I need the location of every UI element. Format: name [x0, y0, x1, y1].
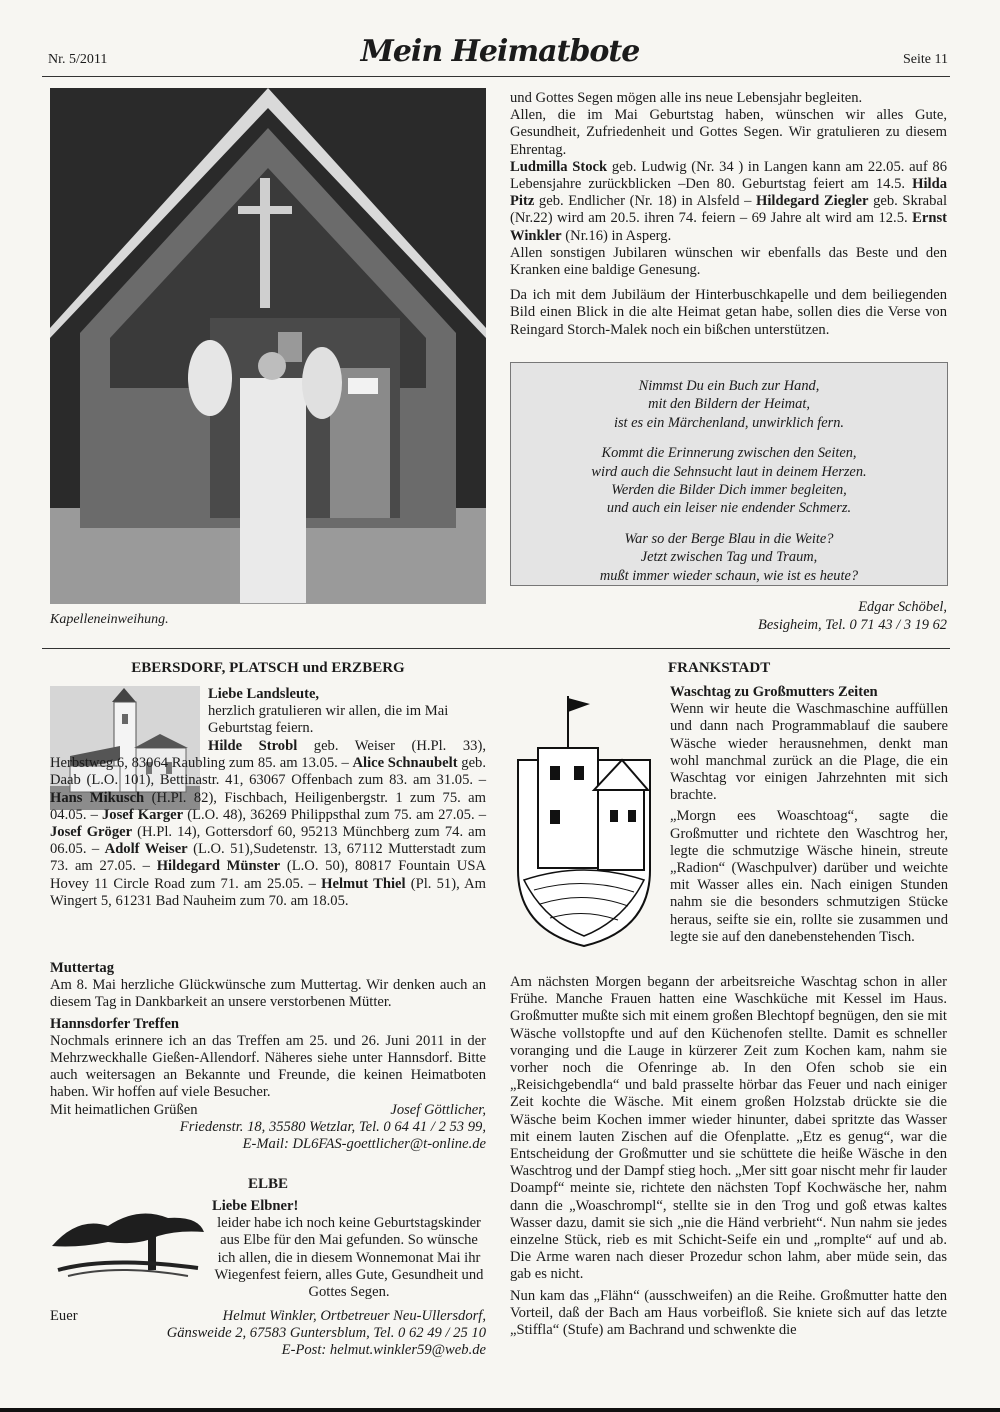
signature-address: Friedenstr. 18, 35580 Wetzlar, Tel. 0 64 41 / 2 53 99,: [179, 1118, 486, 1135]
subtitle: Waschtag zu Großmutters Zeiten: [670, 684, 878, 700]
treffen-heading: Hannsdorfer Treffen: [50, 1015, 180, 1032]
chapel-photo: [50, 88, 486, 604]
section-title-elbe: ELBE: [247, 1176, 289, 1192]
section-title-ebersdorf: EBERSDORF, PLATSCH und ERZBERG: [131, 660, 405, 676]
paragraph: „Morgn ees Woaschtoag“, sagte die Großmutter und richtete den Waschtrog her, legte die schmutzige Wäsche hinein, streute „Radion“ (Waschpulver) darüber und weichte mit Wasser alles ein. Nach einigen Stunden nahm sie die besonders schmutzigen Stücke heraus, seifte sie ein, rollte sie zusammen und legte sie auf den danebenstehenden Tisch.: [670, 808, 948, 945]
section-title-frankstadt: FRANKSTADT: [668, 660, 771, 676]
paragraph: Wenn wir heute die Waschmaschine auffüllen und dann nach Programmablauf die saubere Wäsche wieder herausnehmen, denkt man wohl manchmal zurück an die Plage, die ein Waschtag vor einigen Jahrzehnten mit sich brachte.: [670, 701, 948, 804]
ebersdorf-birthdays: [50, 738, 486, 910]
paragraph: und Gottes Segen mögen alle ins neue Lebensjahr begleiten.: [510, 90, 863, 106]
tree-drawing: [48, 1196, 206, 1280]
poem-signature: Edgar Schöbel, Besigheim, Tel. 0 71 43 / 3 19 62: [758, 599, 947, 633]
frankstadt-body: [510, 974, 947, 1339]
photo-caption: Kapelleneinweihung.: [50, 612, 169, 627]
page-bottom-edge: [0, 1408, 1000, 1412]
header-rule: [42, 76, 950, 77]
paragraph: Da ich mit dem Jubiläum der Hinterbuschkapelle und dem beiliegenden Bild einen Blick in die alte Heimat getan habe, sollen dies die Verse von Reingard Storch-Malek noch ein bißchen unterstützen.: [510, 287, 947, 338]
signature-line: Euer Helmut Winkler, Ortbetreuer Neu-Ullersdorf,: [50, 1308, 486, 1324]
paragraph: Nochmals erinnere ich an das Treffen am 25. und 26. Juni 2011 in der Mehrzweckhalle Gießen-Allendorf. Näheres siehe unter Hannsdorf. Bitte auch weitersagen an Bekannte und Freunde, die keinen Heimatboten haben. Wir hoffen auf viele Besucher.: [50, 1032, 486, 1101]
chapel-illustration: [50, 88, 486, 604]
birthday-list: Hilde Strobl geb. Weiser (H.Pl. 33), Herbstweg 6, 83064 Raubling zum 85. am 13.05. – Alice Schnaubelt geb. Daab (L.O. 101), Bettinastr. 41, 63067 Offenbach zum 83. am 31.05. – Hans Mikusch (H.Pl. 82), Fischbach, Heiligenbergstr. 1 zum 75. am 04.05. – Josef Karger (L.O. 48), 36269 Philippsthal zum 75. am 27.05. – Josef Gröger (H.Pl. 14), Gottersdorf 60, 95213 Münchberg zum 74. am 06.05. – Adolf Weiser (L.O. 51),Sudetenstr. 13, 67112 Mutterstadt zum 73. am 27.05. – Hildegard Münster (L.O. 50), 80817 Fountain USA Hovey 11 Circle Road zum 71. am 25.05. – Helmut Thiel (Pl. 51), Am Wingert 5, 61231 Bad Nauheim zum 70. am 18.05.: [50, 738, 487, 909]
signature-email: E-Mail: DL6FAS-goettlicher@t-online.de: [242, 1136, 486, 1153]
muttertag-heading: Muttertag: [50, 960, 115, 976]
paragraph: Nun kam das „Flähn“ (ausschweifen) an die Reihe. Großmutter hatte den Vorteil, daß der Bach am Haus vorbeifloß. Sie kniete sich auf das letzte „Stiffla“ (Stufe) am Bachrand und schwenkte die: [510, 1287, 947, 1339]
greeting: Liebe Landsleute,: [208, 686, 320, 702]
paragraph: Am 8. Mai herzliche Glückwünsche zum Muttertag. Wir denken auch an diesem Tag in Dankbarkeit an unsere verstorbenen Mütter.: [50, 977, 486, 1011]
issue-number: Nr. 5/2011: [48, 52, 108, 67]
poem: [511, 363, 947, 585]
masthead-logo: Mein Heimatbote: [360, 34, 640, 69]
birthday-column: [510, 90, 947, 339]
poem-stanza-2: Kommt die Erinnerung zwischen den Seiten, wird auch die Sehnsucht laut in deinem Herzen. Werden die Bilder Dich immer begleiten, und auch ein leiser nie endender Schmerz.: [591, 445, 867, 517]
poem-stanza-1: Nimmst Du ein Buch zur Hand, mit den Bildern der Heimat, ist es ein Märchenland, unwirklich fern.: [613, 378, 845, 431]
tree-illustration: [48, 1196, 206, 1280]
elbe-text: [212, 1198, 486, 1301]
signature-email: E-Post: helmut.winkler59@web.de: [281, 1342, 486, 1359]
castle-crest-illustration: [504, 690, 664, 950]
paragraph: Allen sonstigen Jubilaren wünschen wir ebenfalls das Beste und den Kranken eine baldige Genesung.: [510, 244, 947, 279]
page-number: Seite 11: [903, 52, 948, 67]
poem-box: [510, 362, 948, 586]
birthday-list: Ludmilla Stock geb. Ludwig (Nr. 34 ) in Langen kann am 22.05. auf 86 Lebensjahre zurückblicken –Den 80. Geburtstag feiert am 14.5. Hilda Pitz geb. Endlicher (Nr. 18) in Alsfeld – Hildegard Ziegler geb. Skrabal (Nr.22) wird am 20.5. ihren 74. feiern – 69 Jahre alt wird am 12.5. Ernst Winkler (Nr.16) in Asperg.: [510, 158, 947, 244]
frankstadt-intro: [670, 684, 948, 946]
section-rule: [42, 648, 950, 649]
signature-address: Gänsweide 2, 67583 Guntersblum, Tel. 0 62 49 / 25 10: [166, 1325, 486, 1342]
greeting-line: Mit heimatlichen Grüßen Josef Göttlicher,: [50, 1101, 486, 1118]
muttertag-block: [50, 960, 486, 1153]
coat-of-arms: [504, 690, 664, 950]
ebersdorf-intro: [208, 686, 486, 738]
paragraph: leider habe ich noch keine Geburtstagskinder aus Elbe für den Mai gefunden. So wünsche ich allen, die in diesem Wonnemonat Mai ihr Wiegenfest feiern, alles Gute, Gesundheit und Gottes Segen.: [214, 1215, 484, 1301]
elbe-signature: [50, 1308, 486, 1360]
greeting: Liebe Elbner!: [212, 1198, 299, 1214]
paragraph: herzlich gratulieren wir allen, die im Mai Geburtstag feiern.: [208, 703, 449, 737]
paragraph: Am nächsten Morgen begann der arbeitsreiche Waschtag schon in aller Frühe. Manche Frauen hatten eine Waschküche mit Kessel im Haus. Großmutter mußte sich mit einem großen Blechtopf begnügen, den sie mit Wäsche vollstopfte und auf den Küchenofen stellte. Damit es schneller voranging und die Lauge in kürzerer Zeit zum Kochen kam, nahm sie vorher noch die Ofenringe ab. In den Ofen schob sie ein „Reisichgebendla“ und bald prasselte hörbar das Feuer und nach einiger Zeit kochte die Wäsche. Mit einem großen Holzstab drückte sie die Wäsche beim Kochen immer wieder hinunter, dabei spritzte das Wasser mit einem lauten Zischen auf die Ofenplatte. „Etz es genug“, war die Entscheidung der Großmutter und sie schüttete die heiße Wäsche in den Waschtrog und der Dampf stieg hoch. „Mer sitt goar nischt mehr fir lauder Doampf“ meinte sie, richtete den nächsten Topf Kochwäsche her, nahm dann die „Woaschrompl“, stellte sie in den Trog und goß etwas kaltes Wasser dazu, damit sie sich „nie die Händ verbrieht“. Nun nahm sie jedes einzelne Stück, rieb es mit Schicht-Seife ein und „romplte“ auf und ab. Die Arme waren nach dieser Prozedur schon lahm, aber müde sein, das gab es nicht.: [510, 974, 947, 1283]
poem-stanza-3: War so der Berge Blau in die Weite? Jetzt zwischen Tag und Traum, mußt immer wieder schaun, wie ist es heute?: [599, 530, 859, 584]
paragraph: Allen, die im Mai Geburtstag haben, wünschen wir alles Gute, Gesundheit, Zufriedenheit und Gottes Segen. Wir gratulieren zu diesem Ehrentag.: [510, 107, 947, 158]
